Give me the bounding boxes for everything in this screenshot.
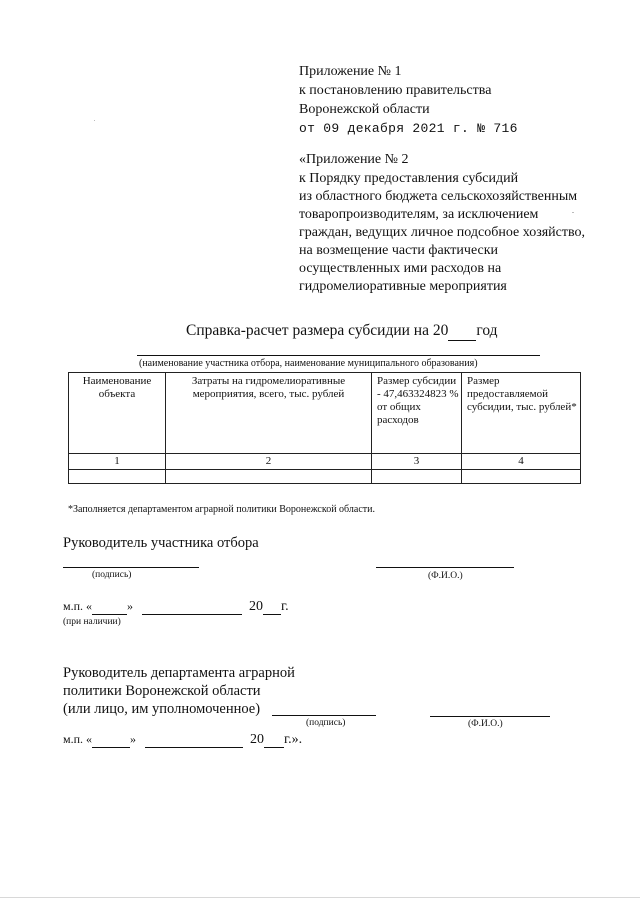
seal-if-any: (при наличии) [63, 617, 121, 627]
appendix-decree-date: от 09 декабря 2021 г. № 716 [299, 121, 518, 136]
mp-label: м.п. « [63, 732, 93, 746]
column-number-3: 3 [372, 454, 462, 470]
department-head-heading: Руководитель департамента аграрной [63, 665, 295, 681]
appendix-line-2: к постановлению правительства [299, 83, 492, 98]
month-blank [145, 732, 243, 748]
participant-name-line [137, 355, 540, 356]
footnote: *Заполняется департаментом аграрной политики Воронежской области. [68, 504, 375, 515]
table-cell [166, 470, 372, 484]
mp-close: » [130, 732, 137, 746]
appendix-line-1: Приложение № 1 [299, 64, 402, 79]
fio-line [430, 716, 550, 717]
day-blank [92, 732, 130, 748]
year-blank [264, 732, 284, 748]
attachment-line: граждан, ведущих личное подсобное хозяйство, [299, 225, 586, 240]
signature-caption: (подпись) [306, 718, 346, 728]
table-cell [69, 470, 166, 484]
appendix-line-3: Воронежской области [299, 102, 430, 117]
scan-speck [572, 212, 574, 213]
mp-close: » [127, 599, 134, 613]
month-blank [142, 599, 242, 615]
subsidy-table [68, 372, 581, 484]
header-costs: Затраты на гидромелиоративные мероприятия, всего, тыс. рублей [166, 373, 372, 454]
page-title [186, 322, 498, 341]
column-number-2: 2 [166, 454, 372, 470]
header-subsidy-amount: Размер предоставляемой субсидии, тыс. рублей* [462, 373, 581, 454]
title-suffix: год [476, 322, 498, 339]
year-blank [263, 599, 281, 615]
signature-line [63, 567, 199, 568]
participant-caption: (наименование участника отбора, наименование муниципального образования) [139, 358, 478, 369]
year-prefix: 20 [249, 599, 264, 614]
table-number-row [69, 454, 581, 470]
table-cell [372, 470, 462, 484]
table-row [69, 470, 581, 484]
fio-caption: (Ф.И.О.) [468, 719, 503, 729]
fio-line [376, 567, 514, 568]
attachment-line: «Приложение № 2 [299, 152, 409, 167]
department-head-heading: (или лицо, им уполномоченное) [63, 701, 261, 717]
year-suffix: г. [281, 599, 289, 614]
header-subsidy-rate: Размер субсидии - 47,463324823 % от общих расходов [372, 373, 462, 454]
fio-caption: (Ф.И.О.) [428, 571, 463, 581]
mp-date-line [63, 732, 302, 748]
scan-speck [94, 120, 95, 121]
scan-edge [0, 897, 640, 898]
table-cell [462, 470, 581, 484]
table-header-row [69, 373, 581, 454]
signature-line [272, 715, 376, 716]
department-head-heading: политики Воронежской области [63, 683, 261, 699]
signature-caption: (подпись) [92, 570, 132, 580]
year-suffix: г.». [284, 732, 303, 747]
title-prefix: Справка-расчет размера субсидии на 20 [186, 322, 449, 339]
mp-date-line [63, 599, 289, 615]
attachment-line: гидромелиоративные мероприятия [299, 279, 507, 294]
year-prefix: 20 [250, 732, 265, 747]
attachment-line: из областного бюджета сельскохозяйственным [299, 189, 578, 204]
year-blank [448, 322, 476, 341]
column-number-1: 1 [69, 454, 166, 470]
mp-label: м.п. « [63, 599, 93, 613]
participant-head-heading: Руководитель участника отбора [63, 535, 259, 551]
column-number-4: 4 [462, 454, 581, 470]
attachment-line: товаропроизводителям, за исключением [299, 207, 539, 222]
attachment-line: осуществленных ими расходов на [299, 261, 502, 276]
header-object-name: Наименование объекта [69, 373, 166, 454]
attachment-line: к Порядку предоставления субсидий [299, 171, 519, 186]
day-blank [92, 599, 127, 615]
attachment-line: на возмещение части фактически [299, 243, 499, 258]
